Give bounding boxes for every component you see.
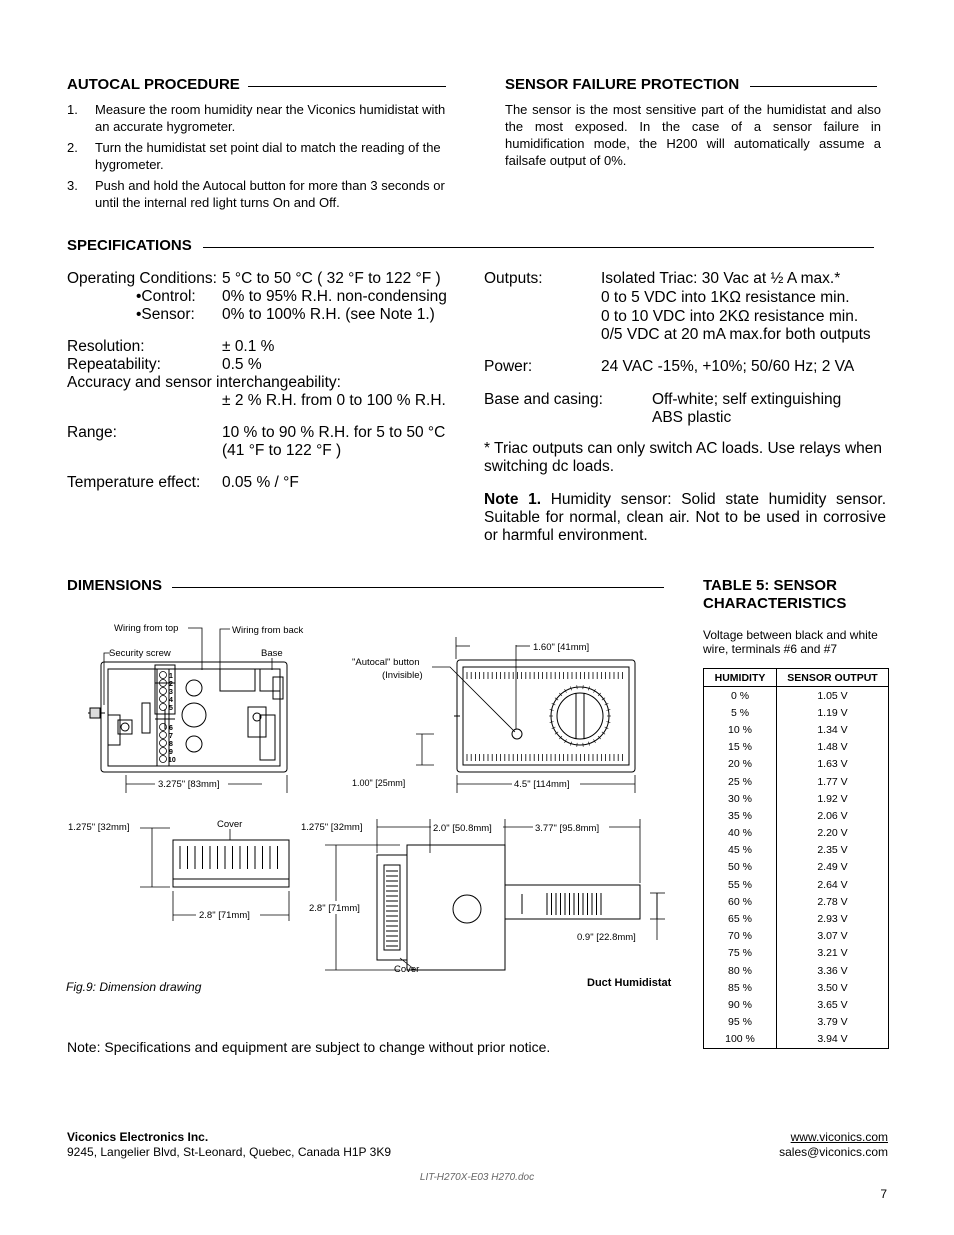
specifications-heading: SPECIFICATIONS: [67, 237, 192, 254]
autocal-step: 1. Measure the room humidity near the Viconics humidistat with an accurate hygrometer.: [67, 102, 446, 134]
label-dim-1275-a: 1.275" [32mm]: [68, 822, 130, 833]
cell-humidity: 40 %: [704, 825, 777, 842]
footer-email-link[interactable]: sales@viconics.com: [779, 1145, 888, 1159]
cell-sensor-output: 1.48 V: [777, 739, 889, 756]
cell-sensor-output: 3.07 V: [777, 928, 889, 945]
spec-accuracy-value: ± 2 % R.H. from 0 to 100 % R.H.: [222, 392, 446, 409]
table5-title: TABLE 5: SENSOR CHARACTERISTICS: [703, 577, 847, 612]
cell-humidity: 70 %: [704, 928, 777, 945]
cell-sensor-output: 1.92 V: [777, 790, 889, 807]
label-autocal-invisible: (Invisible): [382, 670, 423, 681]
cell-humidity: 5 %: [704, 704, 777, 721]
table-row: [704, 842, 889, 859]
table-row: [704, 807, 889, 824]
spec-sensor-value: 0% to 100% R.H. (see Note 1.): [222, 306, 435, 323]
cell-sensor-output: 3.79 V: [777, 1014, 889, 1031]
table-row: [704, 704, 889, 721]
sensor-failure-text: The sensor is the most sensitive part of the humidistat and also the most exposed. In the case of a sensor failure in humidification mode, the H200 will automatically assume a failsafe output of 0%.: [505, 102, 881, 168]
table-row: [704, 876, 889, 893]
table-row: [704, 825, 889, 842]
label-wiring-back: Wiring from back: [232, 625, 304, 636]
label-dim-1275-b: 1.275" [32mm]: [301, 822, 363, 833]
cell-humidity: 35 %: [704, 807, 777, 824]
spec-temp-effect-value: 0.05 % / °F: [222, 474, 299, 491]
spec-repeatability-label: Repeatability:: [67, 356, 161, 373]
cell-sensor-output: 3.36 V: [777, 962, 889, 979]
label-dim-160: 1.60" [41mm]: [533, 642, 590, 653]
table-row: [704, 859, 889, 876]
spec-outputs-value: Isolated Triac: 30 Vac at ½ A max.*: [601, 270, 841, 287]
note-1: [484, 491, 886, 545]
spec-sensor-label: •Sensor:: [136, 306, 195, 323]
table5-subtitle: Voltage between black and white wire, terminals #6 and #7: [703, 628, 878, 656]
label-dim-45: 4.5" [114mm]: [514, 779, 570, 790]
doc-reference: LIT-H270X-E03 H270.doc: [419, 1172, 535, 1183]
terminal-8: 8: [169, 741, 173, 748]
setpoint-dial: [551, 687, 609, 745]
cell-sensor-output: 2.64 V: [777, 876, 889, 893]
autocal-step: 3. Push and hold the Autocal button for more than 3 seconds or until the internal red light turns On and Off.: [67, 178, 445, 210]
label-dim-20: 2.0" [50.8mm]: [433, 823, 492, 834]
spec-base-value-2: ABS plastic: [652, 409, 732, 426]
terminal-2: 2: [169, 681, 173, 688]
cell-humidity: 20 %: [704, 756, 777, 773]
label-dim-28-b: 2.8" [71mm]: [309, 903, 360, 914]
spec-power-label: Power:: [484, 358, 533, 375]
spec-outputs-value: 0 to 10 VDC into 2KΩ resistance min.: [601, 308, 859, 325]
label-security-screw: Security screw: [109, 648, 171, 659]
cell-humidity: 50 %: [704, 859, 777, 876]
table-row: [704, 928, 889, 945]
sensor-failure-heading: SENSOR FAILURE PROTECTION: [505, 76, 740, 93]
table-row: [704, 996, 889, 1013]
terminal-10: 10: [168, 757, 176, 764]
label-base: Base: [261, 648, 283, 659]
spec-base-value-1: Off-white; self extinguishing: [652, 391, 842, 408]
cell-humidity: 75 %: [704, 945, 777, 962]
sensor-table: [703, 668, 889, 1049]
terminal-5: 5: [169, 705, 173, 712]
cell-sensor-output: 1.77 V: [777, 773, 889, 790]
spec-power-value: 24 VAC -15%, +10%; 50/60 Hz; 2 VA: [601, 358, 855, 375]
table-row: [704, 1014, 889, 1031]
cell-sensor-output: 3.94 V: [777, 1031, 889, 1049]
spec-control-value: 0% to 95% R.H. non-condensing: [222, 288, 447, 305]
spec-outputs-value: 0 to 5 VDC into 1KΩ resistance min.: [601, 289, 850, 306]
dimensions-heading: DIMENSIONS: [67, 577, 163, 594]
label-dim-3275: 3.275" [83mm]: [158, 779, 220, 790]
spec-base-label: Base and casing:: [484, 391, 603, 408]
footer-company: Viconics Electronics Inc.: [67, 1130, 209, 1144]
cell-humidity: 65 %: [704, 910, 777, 927]
table-header-humidity: HUMIDITY: [704, 669, 777, 687]
table-header-sensor-output: SENSOR OUTPUT: [777, 669, 889, 687]
table-row: [704, 945, 889, 962]
cell-sensor-output: 1.19 V: [777, 704, 889, 721]
table-row: [704, 979, 889, 996]
side-view: [173, 840, 289, 887]
spec-range-value-1: 10 % to 90 % R.H. for 5 to 50 °C: [222, 424, 446, 441]
spec-operating-value: 5 °C to 50 °C ( 32 °F to 122 °F ): [222, 270, 441, 287]
table-row: [704, 687, 889, 705]
cell-humidity: 0 %: [704, 687, 777, 705]
label-cover-a: Cover: [217, 819, 243, 830]
figure-caption: Fig.9: Dimension drawing: [66, 980, 202, 994]
page-number: 7: [880, 1187, 887, 1201]
cell-humidity: 25 %: [704, 773, 777, 790]
footer-website-link[interactable]: www.viconics.com: [790, 1130, 888, 1144]
cell-sensor-output: 3.21 V: [777, 945, 889, 962]
terminal-4: 4: [169, 697, 173, 704]
spec-temp-effect-label: Temperature effect:: [67, 474, 201, 491]
sensor-failure-heading-rule: [750, 86, 877, 87]
terminal-1: 1: [169, 673, 173, 680]
terminal-strip: [157, 669, 169, 766]
table-row: [704, 893, 889, 910]
footer-address: 9245, Langelier Blvd, St-Leonard, Quebec, Canada H1P 3K9: [67, 1145, 391, 1159]
cell-humidity: 95 %: [704, 1014, 777, 1031]
table-row: [704, 756, 889, 773]
label-dim-100: 1.00" [25mm]: [352, 778, 406, 788]
autocal-step: 2. Turn the humidistat set point dial to match the reading of the hygrometer.: [67, 140, 441, 172]
spec-operating-label: Operating Conditions:: [67, 270, 217, 287]
spec-outputs-label: Outputs:: [484, 270, 543, 287]
table-row: [704, 790, 889, 807]
terminal-9: 9: [169, 749, 173, 756]
cell-humidity: 55 %: [704, 876, 777, 893]
spec-outputs-value: 0/5 VDC at 20 mA max.for both outputs: [601, 326, 871, 343]
label-wiring-top: Wiring from top: [114, 623, 179, 634]
cell-humidity: 15 %: [704, 739, 777, 756]
base-outline: [101, 662, 287, 772]
dimension-drawing: [60, 615, 680, 990]
spec-resolution-value: ± 0.1 %: [222, 338, 275, 355]
note-1-text: Humidity sensor: Solid state humidity sensor. Suitable for normal, clean air. Not to be used in corrosive or harmful environment.: [484, 491, 887, 544]
label-duct-humidistat: Duct Humidistat: [587, 977, 672, 989]
triac-note: * Triac outputs can only switch AC loads. Use relays when switching dc loads.: [484, 440, 883, 475]
label-dim-377: 3.77" [95.8mm]: [535, 823, 600, 834]
cell-humidity: 10 %: [704, 721, 777, 738]
cell-sensor-output: 1.63 V: [777, 756, 889, 773]
label-cover-b: Cover: [394, 964, 420, 975]
table-row: [704, 910, 889, 927]
table-row: [704, 773, 889, 790]
table-row: [704, 721, 889, 738]
cell-sensor-output: 1.05 V: [777, 687, 889, 705]
spec-range-label: Range:: [67, 424, 117, 441]
cell-sensor-output: 3.50 V: [777, 979, 889, 996]
spec-repeatability-value: 0.5 %: [222, 356, 262, 373]
table-row: [704, 1031, 889, 1049]
cell-humidity: 85 %: [704, 979, 777, 996]
change-notice: Note: Specifications and equipment are subject to change without prior notice.: [67, 1039, 551, 1055]
cell-humidity: 90 %: [704, 996, 777, 1013]
terminal-3: 3: [169, 689, 173, 696]
label-dim-09: 0.9" [22.8mm]: [577, 932, 636, 943]
duct-probe: [505, 885, 640, 919]
dimensions-heading-rule: [172, 587, 664, 588]
cell-sensor-output: 1.34 V: [777, 721, 889, 738]
cell-sensor-output: 2.93 V: [777, 910, 889, 927]
cell-humidity: 80 %: [704, 962, 777, 979]
autocal-heading-rule: [248, 86, 446, 87]
table-row: [704, 739, 889, 756]
autocal-steps: [67, 101, 452, 215]
spec-range-value-2: (41 °F to 122 °F ): [222, 442, 342, 459]
cell-sensor-output: 2.78 V: [777, 893, 889, 910]
cell-humidity: 100 %: [704, 1031, 777, 1049]
label-dim-28-a: 2.8" [71mm]: [199, 910, 250, 921]
cell-humidity: 45 %: [704, 842, 777, 859]
cell-humidity: 30 %: [704, 790, 777, 807]
terminal-7: 7: [169, 733, 173, 740]
label-autocal-button: "Autocal" button: [352, 657, 420, 668]
cell-sensor-output: 2.49 V: [777, 859, 889, 876]
table-row: [704, 962, 889, 979]
cell-humidity: 60 %: [704, 893, 777, 910]
autocal-heading: AUTOCAL PROCEDURE: [67, 76, 240, 93]
spec-resolution-label: Resolution:: [67, 338, 145, 355]
cell-sensor-output: 2.20 V: [777, 825, 889, 842]
spec-accuracy-label: Accuracy and sensor interchangeability:: [67, 374, 341, 391]
note-1-label: Note 1.: [484, 491, 542, 508]
spec-control-label: •Control:: [136, 288, 196, 305]
specifications-heading-rule: [203, 247, 874, 248]
cell-sensor-output: 3.65 V: [777, 996, 889, 1013]
cell-sensor-output: 2.35 V: [777, 842, 889, 859]
cell-sensor-output: 2.06 V: [777, 807, 889, 824]
terminal-6: 6: [169, 725, 173, 732]
